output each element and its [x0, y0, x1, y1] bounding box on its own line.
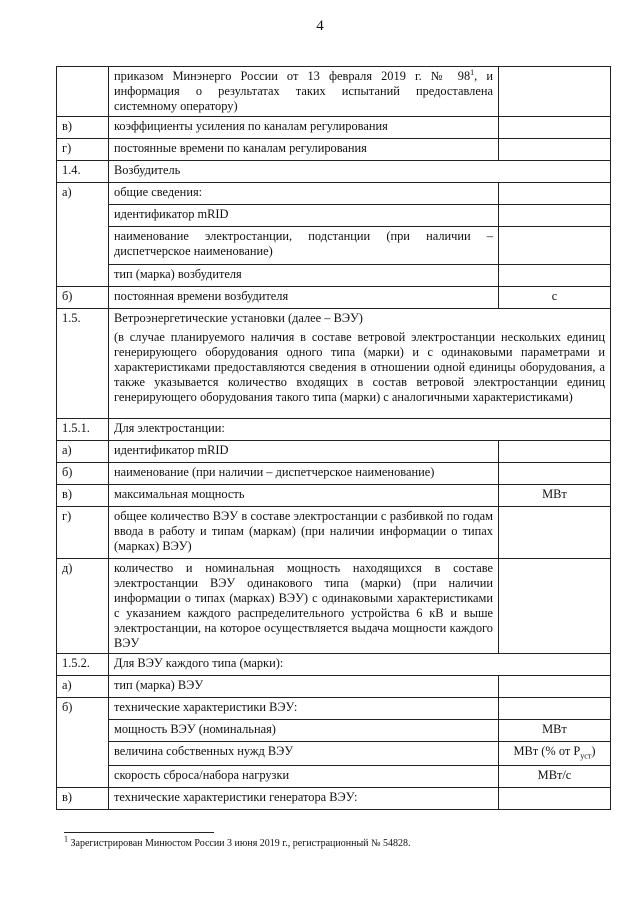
row-text: тип (марка) возбудителя [109, 265, 499, 287]
table-row [57, 485, 611, 507]
row-text: технические характеристики ВЭУ: [109, 698, 499, 720]
row-unit [499, 227, 611, 265]
section-number: 1.5. [57, 309, 109, 419]
row-number: а) [57, 183, 109, 287]
section-title: Для ВЭУ каждого типа (марки): [109, 654, 611, 676]
row-unit: МВт (% от $P_{уст}$) [499, 742, 611, 766]
requirements-table [56, 66, 611, 810]
table-row [57, 698, 611, 720]
row-text: общие сведения: [109, 183, 499, 205]
section-number: 1.5.2. [57, 654, 109, 676]
section-number: 1.4. [57, 161, 109, 183]
section-title: Ветроэнергетические установки (далее – ВЭУ) [114, 311, 363, 325]
section-row [57, 419, 611, 441]
row-text: постоянная времени возбудителя [109, 287, 499, 309]
row-unit [499, 205, 611, 227]
row-text: идентификатор mRID [109, 441, 499, 463]
section-number: 1.5.1. [57, 419, 109, 441]
table-row [57, 676, 611, 698]
row-text: идентификатор mRID [109, 205, 499, 227]
row-text: количество и номинальная мощность находящихся в составе электростанции ВЭУ одинакового типа (марки) (при наличии информации о типах (марках) ВЭУ) с одинаковыми характеристиками с указанием каждого распределительного устройства 6 кВ и выше электростанции, на которое осуществляется выдача мощности каждого ВЭУ [109, 559, 499, 654]
row-number: а) [57, 676, 109, 698]
section-row [57, 654, 611, 676]
row-text: приказом Минэнерго России от 13 февраля 2019 г. № $98^1$, и информация о результатах таких испытаний предоставлена системному оператору) [109, 67, 499, 117]
row-text: постоянные времени по каналам регулирования [109, 139, 499, 161]
row-unit [499, 698, 611, 720]
row-number: г) [57, 139, 109, 161]
section-title: Возбудитель [109, 161, 611, 183]
section-title: Для электростанции: [109, 419, 611, 441]
table-row [57, 559, 611, 654]
row-text: коэффициенты усиления по каналам регулирования [109, 117, 499, 139]
footnote-ref: 1 [470, 67, 475, 77]
table-row [57, 742, 611, 766]
row-unit: МВт/с [499, 766, 611, 788]
row-number: в) [57, 485, 109, 507]
table-row [57, 139, 611, 161]
row-number: в) [57, 117, 109, 139]
row-unit [499, 265, 611, 287]
row-text: наименование электростанции, подстанции (при наличии – диспетчерское наименование) [109, 227, 499, 265]
row-number: б) [57, 463, 109, 485]
row-text: технические характеристики генератора ВЭУ: [109, 788, 499, 810]
row-number: б) [57, 698, 109, 788]
table-row [57, 441, 611, 463]
row-unit: МВт [499, 485, 611, 507]
table-row [57, 183, 611, 205]
row-text: тип (марка) ВЭУ [109, 676, 499, 698]
row-number: г) [57, 507, 109, 559]
row-text: общее количество ВЭУ в составе электростанции с разбивкой по годам ввода в работу и типам (маркам) (при наличии информации о типах (марках) ВЭУ) [109, 507, 499, 559]
section-note: (в случае планируемого наличия в составе ветровой электростанции нескольких единиц генерирующего оборудования одного типа (марки) и с одинаковыми параметрами и характеристиками предоставляются сведения в отношении одной единицы оборудования, а также указывается количество входящих в состав ветровой электростанции единиц генерирующего оборудования такого типа (марки) с аналогичными характеристиками) [114, 330, 605, 404]
footnote-mark: 1 [64, 834, 68, 844]
page-number: 4 [316, 18, 324, 34]
table-row [57, 507, 611, 559]
footnote-text: Зарегистрирован Минюстом России 3 июня 2019 г., регистрационный № 54828. [70, 838, 411, 849]
row-unit [499, 788, 611, 810]
row-unit: с [499, 287, 611, 309]
row-text: скорость сброса/набора нагрузки [109, 766, 499, 788]
footnote [64, 834, 411, 849]
row-number: б) [57, 287, 109, 309]
row-unit [499, 507, 611, 559]
table-row [57, 766, 611, 788]
section-row [57, 309, 611, 419]
row-unit [499, 139, 611, 161]
row-text: величина собственных нужд ВЭУ [109, 742, 499, 766]
row-unit [499, 463, 611, 485]
footnote-divider [64, 832, 214, 833]
table-row [57, 205, 611, 227]
table-row [57, 67, 611, 117]
table-row [57, 265, 611, 287]
row-text: максимальная мощность [109, 485, 499, 507]
row-number [57, 67, 109, 117]
row-unit [499, 117, 611, 139]
table-row [57, 463, 611, 485]
table-row [57, 287, 611, 309]
row-unit: МВт [499, 720, 611, 742]
table-row [57, 788, 611, 810]
row-unit [499, 441, 611, 463]
table-row [57, 117, 611, 139]
row-text: мощность ВЭУ (номинальная) [109, 720, 499, 742]
table-row [57, 227, 611, 265]
row-text: наименование (при наличии – диспетчерское наименование) [109, 463, 499, 485]
section-body [109, 309, 611, 419]
row-unit [499, 183, 611, 205]
row-unit [499, 67, 611, 117]
row-number: а) [57, 441, 109, 463]
row-number: д) [57, 559, 109, 654]
row-unit [499, 676, 611, 698]
table-row [57, 720, 611, 742]
row-number: в) [57, 788, 109, 810]
row-unit [499, 559, 611, 654]
section-row [57, 161, 611, 183]
